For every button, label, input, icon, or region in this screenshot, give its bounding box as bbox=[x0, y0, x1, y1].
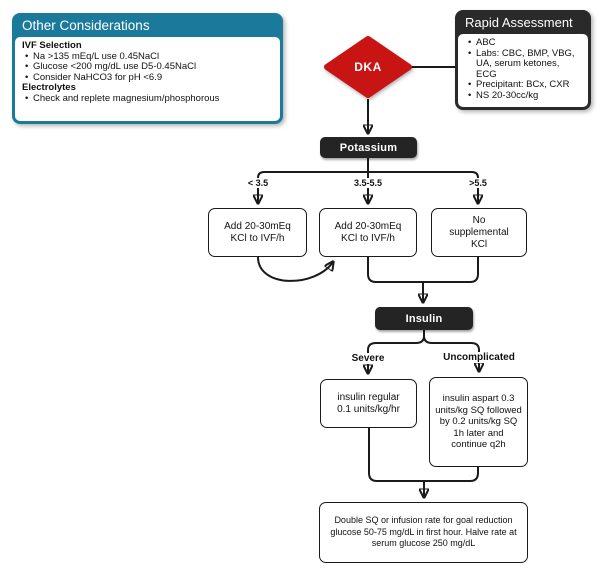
action-box-insulin-aspart: insulin aspart 0.3 units/kg SQ followed by 0.2 units/kg SQ 1h later and continue q2h bbox=[429, 377, 528, 467]
rapid-assessment-panel bbox=[455, 10, 591, 110]
list-item-text: NS 20-30cc/kg bbox=[476, 89, 539, 101]
list-item-text: Na >135 mEq/L use 0.45NaCl bbox=[33, 50, 160, 62]
bullet-icon: • bbox=[468, 79, 472, 91]
action-box-kcl-mid: Add 20-30mEq KCl to IVF/h bbox=[319, 208, 417, 257]
branch-label-gt-5-5: >5.5 bbox=[466, 178, 490, 188]
bullet-icon: • bbox=[25, 92, 29, 104]
section-heading-ivf: IVF Selection bbox=[22, 40, 82, 51]
connector-kcl-merge-bar bbox=[368, 257, 478, 282]
connector-insulin-severe bbox=[368, 330, 424, 373]
other-considerations-panel bbox=[12, 13, 283, 124]
action-box-insulin-regular: insulin regular 0.1 units/kg/hr bbox=[320, 379, 417, 428]
list-item bbox=[468, 38, 581, 49]
list-item bbox=[468, 49, 581, 81]
bullet-icon: • bbox=[468, 37, 472, 48]
bullet-icon: • bbox=[25, 50, 29, 62]
action-box-kcl-low: Add 20-30mEq KCl to IVF/h bbox=[208, 208, 307, 257]
other-considerations-body bbox=[15, 37, 280, 121]
list-item-text: ABC bbox=[476, 37, 496, 48]
branch-label-severe: Severe bbox=[349, 353, 388, 364]
section-heading-electrolytes: Electrolytes bbox=[22, 82, 76, 94]
action-box-kcl-high: No supplemental KCl bbox=[431, 208, 527, 257]
branch-label-lt-3-5: < 3.5 bbox=[245, 178, 271, 188]
insulin-node: Insulin bbox=[375, 307, 473, 330]
dka-start-label: DKA bbox=[354, 60, 382, 74]
list-item-text: Consider NaHCO3 for pH <6.9 bbox=[33, 71, 163, 83]
connector-insulin-uncomplicated bbox=[424, 330, 479, 371]
bullet-icon: • bbox=[25, 61, 29, 73]
branch-label-uncomplicated: Uncomplicated bbox=[440, 352, 518, 363]
list-item bbox=[468, 91, 581, 102]
connector-kcl-loop-arrow bbox=[258, 257, 333, 281]
potassium-node: Potassium bbox=[320, 137, 417, 158]
other-considerations-title: Other Considerations bbox=[22, 17, 150, 33]
rapid-assessment-body bbox=[458, 34, 588, 107]
list-item-text: Glucose <200 mg/dL use D5-0.45NaCl bbox=[33, 61, 197, 73]
list-item-text: Labs: CBC, BMP, VBG, UA, serum ketones, ECG bbox=[476, 47, 575, 80]
branch-label-3-5-5-5: 3.5-5.5 bbox=[351, 178, 385, 188]
action-box-titration: Double SQ or infusion rate for goal reduction glucose 50-75 mg/dL in first hour. Halve rate at serum glucose 250 mg/dL bbox=[319, 502, 528, 563]
list-item-text: Precipitant: BCx, CXR bbox=[476, 79, 570, 91]
bullet-icon: • bbox=[468, 47, 472, 59]
list-item-text: Check and replete magnesium/phosphorous bbox=[33, 92, 220, 104]
list-item bbox=[25, 94, 273, 105]
bullet-icon: • bbox=[25, 71, 29, 83]
rapid-assessment-title: Rapid Assessment bbox=[465, 14, 573, 30]
bullet-icon: • bbox=[468, 89, 472, 101]
